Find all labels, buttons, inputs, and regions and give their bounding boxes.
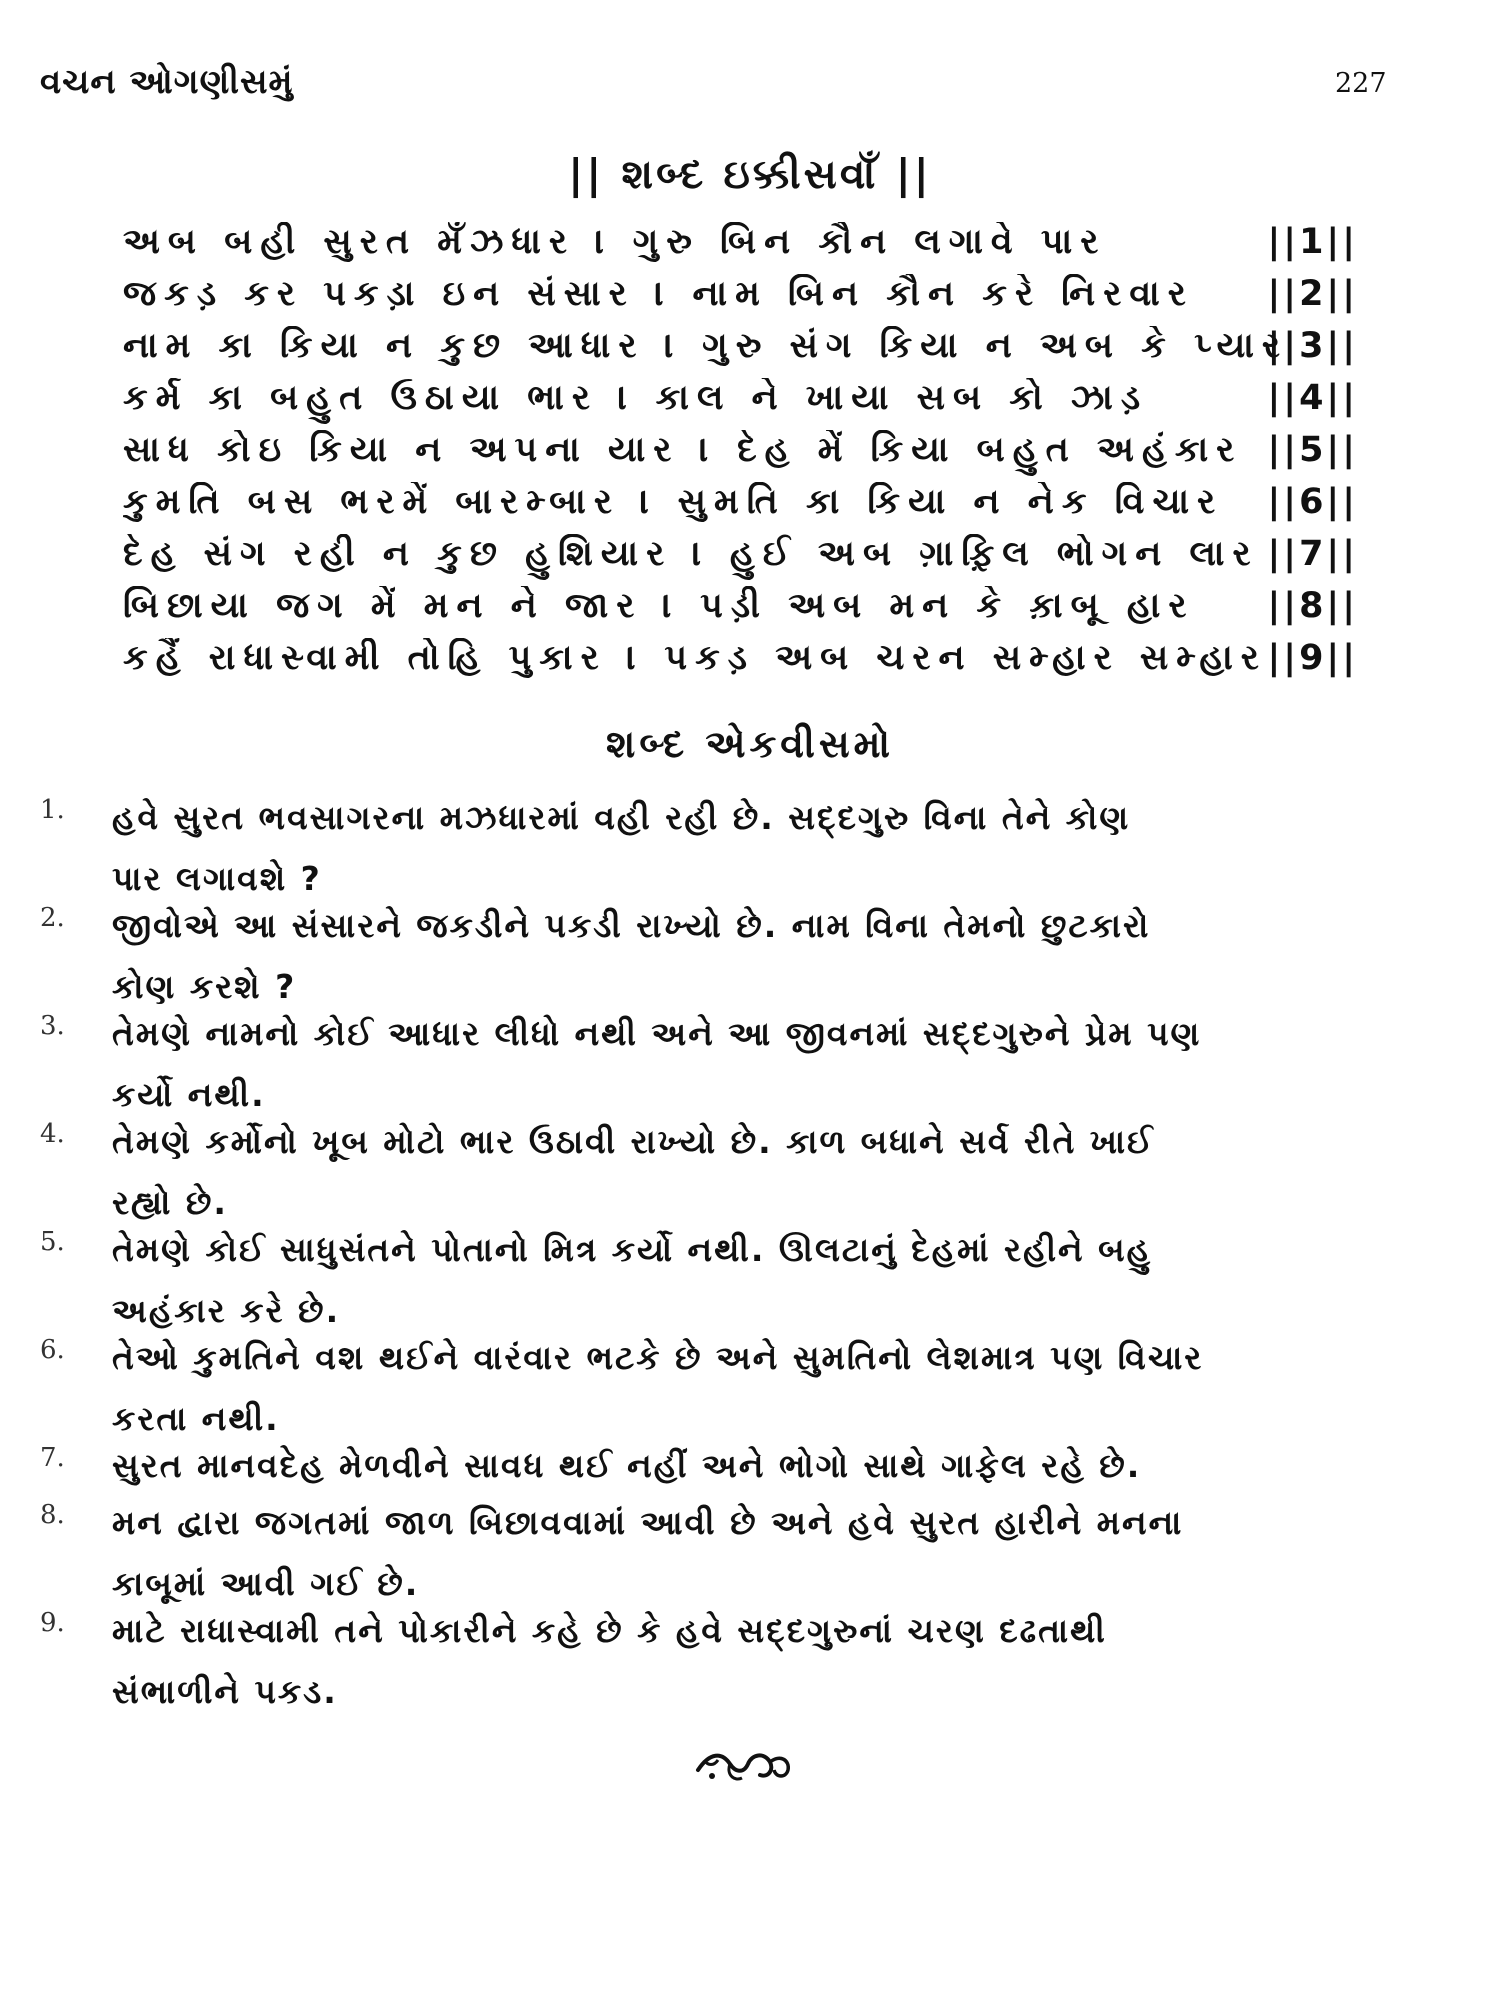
verse-number: ||3|| [1267,326,1358,366]
verse-number: ||1|| [1267,222,1358,262]
item-number: 3. [40,1011,65,1041]
item-number: 6. [40,1335,65,1365]
item-number: 5. [40,1227,65,1257]
verse-number: ||4|| [1267,378,1358,418]
floral-ornament-icon [690,1740,800,1790]
floral-ornament-icon [690,1740,800,1790]
item-number: 7. [40,1443,65,1473]
item-line: મન દ્વારા જગતમાં જાળ બિછાવવામાં આવી છે અને હવે સુરત હારીને મનના [112,1503,1184,1542]
page-number: 227 [1335,68,1387,99]
item-line: સંભાળીને પકડ. [112,1672,338,1711]
item-text [112,1111,1457,1233]
item-line: તેમણે કોઈ સાધુસંતને પોતાનો મિત્ર કર્યો નથી. ઊલટાનું દેહમાં રહીને બહુ [112,1230,1153,1269]
verse-line [123,534,1358,586]
verse-line [123,378,1358,430]
poem-title: || શબ્દ ઇક્કીસવાઁ || [568,150,932,198]
item-number: 4. [40,1119,65,1149]
item-line: કરતા નથી. [112,1399,280,1438]
verse-text: જકડ઼ કર પકડ઼ા ઇન સંસાર । નામ બિન કૌન કરે નિરવાર [123,274,1194,314]
verse-text: કહૈં રાધાસ્વામી તોહિ પુકાર । પકડ઼ અબ ચરન સમ્હાર સમ્હાર [123,638,1267,678]
translation-title: શબ્દ એકવીસમો [606,722,894,766]
item-line: કર્યો નથી. [112,1075,266,1114]
item-text [112,1600,1457,1722]
verse-line [123,482,1358,534]
verse-text: દેહ સંગ રહી ન કુછ હુશિયાર । હુઈ અબ ગ઼ાફ઼િલ ભોગન લાર [123,534,1259,574]
verse-number: ||7|| [1267,534,1358,574]
running-head: વચન ઓગણીસમું [40,62,294,102]
item-number: 1. [40,795,65,825]
item-line: માટે રાધાસ્વામી તને પોકારીને કહે છે કે હવે સદ્દગુરુનાં ચરણ દઢતાથી [112,1611,1107,1650]
verse-line [123,274,1358,326]
item-text [112,787,1457,909]
verse-number: ||9|| [1267,638,1358,678]
verse-line [123,638,1358,690]
item-line: પાર લગાવશે ? [112,859,322,898]
item-text [112,1219,1457,1341]
item-line: રહ્યો છે. [112,1183,228,1222]
item-text [112,1492,1457,1614]
item-text [112,1327,1457,1449]
item-number: 9. [40,1608,65,1638]
verse-text: સાધ કોઇ કિયા ન અપના યાર । દેહ મેં કિયા બહુત અહંકાર [123,430,1243,470]
verse-text: કુમતિ બસ ભરમેં બારમ્બાર । સુમતિ કા કિયા ન નેક વિચાર [123,482,1224,522]
item-line: જીવોએ આ સંસારને જકડીને પકડી રાખ્યો છે. નામ વિના તેમનો છુટકારો [112,906,1151,945]
item-number: 2. [40,903,65,933]
verse-line [123,586,1358,638]
item-line: તેમણે નામનો કોઈ આધાર લીધો નથી અને આ જીવનમાં સદ્દગુરુને પ્રેમ પણ [112,1014,1202,1053]
verse-number: ||2|| [1267,274,1358,314]
verse-number: ||8|| [1267,586,1358,626]
item-text [112,895,1457,1017]
verse-text: બિછાયા જગ મેં મન ને જાર । પડ઼ી અબ મન કે ક઼ાબૂ હાર [123,586,1195,626]
verse-text: કર્મ કા બહુત ઉઠાયા ભાર । કાલ ને ખાયા સબ કો ઝાડ઼ [123,378,1149,418]
verse-line [123,326,1358,378]
item-line: હવે સુરત ભવસાગરના મઝધારમાં વહી રહી છે. સદ્દગુરુ વિના તેને કોણ [112,798,1131,837]
verse-line [123,430,1358,482]
verse-number: ||6|| [1267,482,1358,522]
item-number: 8. [40,1500,65,1530]
verse-line [123,222,1358,274]
verse-number: ||5|| [1267,430,1358,470]
item-text [112,1003,1457,1125]
item-line: કાબૂમાં આવી ગઈ છે. [112,1564,420,1603]
verse-text: નામ કા કિયા ન કુછ આધાર । ગુરુ સંગ કિયા ન અબ કે પ્યાર [123,326,1288,366]
item-text [112,1435,1457,1496]
item-line: અહંકાર કરે છે. [112,1291,341,1330]
item-line: સુરત માનવદેહ મેળવીને સાવધ થઈ નહીં અને ભોગો સાથે ગાફેલ રહે છે. [112,1446,1142,1485]
item-line: તેમણે કર્મોનો ખૂબ મોટો ભાર ઉઠાવી રાખ્યો છે. કાળ બધાને સર્વ રીતે ખાઈ [112,1122,1155,1161]
item-line: તેઓ કુમતિને વશ થઈને વારંવાર ભટકે છે અને સુમતિનો લેશમાત્ર પણ વિચાર [112,1338,1204,1377]
item-line: કોણ કરશે ? [112,967,297,1006]
verse-text: અબ બહી સુરત મઁઝધાર । ગુરુ બિન કૌન લગાવે પાર [123,222,1107,262]
